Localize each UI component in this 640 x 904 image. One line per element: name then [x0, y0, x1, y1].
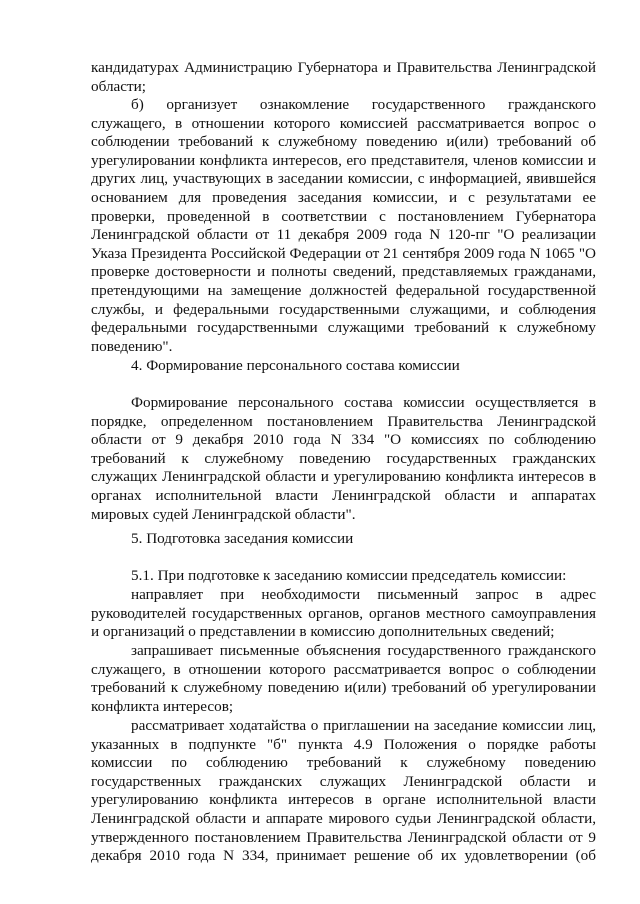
text-line: Указа Президента Российской Федерации от 21 сентября 2009 года N 1065 "О	[91, 244, 596, 262]
section-5-1-intro: 5.1. При подготовке к заседанию комиссии председатель комиссии:	[131, 567, 567, 584]
list-item	[91, 642, 596, 716]
list-item	[91, 586, 596, 642]
text-line: соблюдении требований к служебному поведению и(или) требований об	[91, 133, 596, 151]
text-line: государственных гражданских служащих Ленинградской области и	[91, 772, 596, 790]
text-line: требований к служебному поведению государственных гражданских	[91, 449, 596, 467]
text-line: конфликта интересов;	[91, 697, 234, 715]
text-line: кандидатурах Администрацию Губернатора и Правительства Ленинградской	[91, 59, 596, 76]
text-line: федеральными государственными служащими требований к служебному	[91, 319, 596, 337]
text-line: б) организует ознакомление государственного гражданского	[131, 96, 596, 113]
text-line: службы, и федеральными государственными служащими, и соблюдения	[91, 300, 596, 318]
text-line: области от 9 декабря 2010 года N 334 "О комиссиях по соблюдению	[91, 431, 596, 449]
text-line: и организаций о представлении в комиссию дополнительных сведений;	[91, 623, 555, 641]
text-line: претендующими на замещение должностей федеральной государственной	[91, 281, 596, 299]
text-line: декабря 2010 года N 334, принимает решение об их удовлетворении (об	[91, 847, 596, 865]
section-4-paragraph	[91, 394, 596, 524]
text-line: мировых судей Ленинградской области".	[91, 505, 356, 523]
text-line: служащего, в отношении которого рассматривается вопрос о соблюдении	[91, 660, 596, 678]
text-line: утвержденного постановлением Правительства Ленинградской области от 9	[91, 828, 596, 846]
text-line: указанных в подпункте "б" пункта 4.9 Положения о порядке работы	[91, 735, 596, 753]
text-line: требований к служебному поведению и(или) требований об урегулировании	[91, 679, 596, 697]
section-4-heading: 4. Формирование персонального состава комиссии	[131, 357, 460, 374]
text-line: основанием для проведения заседания комиссии, и с результатами ее	[91, 188, 596, 206]
text-line: других лиц, участвующих в заседании комиссии, с информацией, явившейся	[91, 170, 596, 188]
text-line: направляет при необходимости письменный запрос в адрес	[131, 586, 596, 603]
text-line: руководителей государственных органов, органов местного самоуправления	[91, 604, 596, 622]
item-b-paragraph	[91, 96, 596, 356]
text-line: порядке, определенном постановлением Правительства Ленинградской	[91, 412, 596, 430]
text-line: области;	[91, 77, 146, 95]
text-line: проверке достоверности и полноты сведений, представляемых гражданами,	[91, 263, 596, 281]
text-line: органах исполнительной власти Ленинградской области и аппаратах	[91, 486, 596, 504]
item-a-tail	[91, 59, 596, 96]
text-line: проверки, проведенной в соответствии с постановлением Губернатора	[91, 207, 596, 225]
text-line: служащего, в отношении которого комиссией рассматривается вопрос о	[91, 114, 596, 132]
text-line: рассматривает ходатайства о приглашении на заседание комиссии лиц,	[131, 717, 596, 734]
text-line: Ленинградской области и аппарате мирового судьи Ленинградской области,	[91, 809, 596, 827]
text-line: поведению".	[91, 337, 173, 355]
section-5-heading: 5. Подготовка заседания комиссии	[131, 530, 354, 547]
list-item	[91, 717, 596, 866]
text-line: Ленинградской области от 11 декабря 2009 года N 120-пг "О реализации	[91, 226, 596, 244]
text-line: запрашивает письменные объяснения государственного гражданского	[131, 642, 596, 659]
text-line: комиссии по соблюдению требований к служебному поведению	[91, 754, 596, 772]
text-line: урегулированию конфликта интересов в органе исполнительной власти	[91, 791, 596, 809]
text-line: Формирование персонального состава комиссии осуществляется в	[131, 394, 596, 411]
text-line: служащих Ленинградской области и урегулированию конфликта интересов в	[91, 468, 596, 486]
text-line: урегулировании конфликта интересов, его представителя, членов комиссии и	[91, 151, 596, 169]
